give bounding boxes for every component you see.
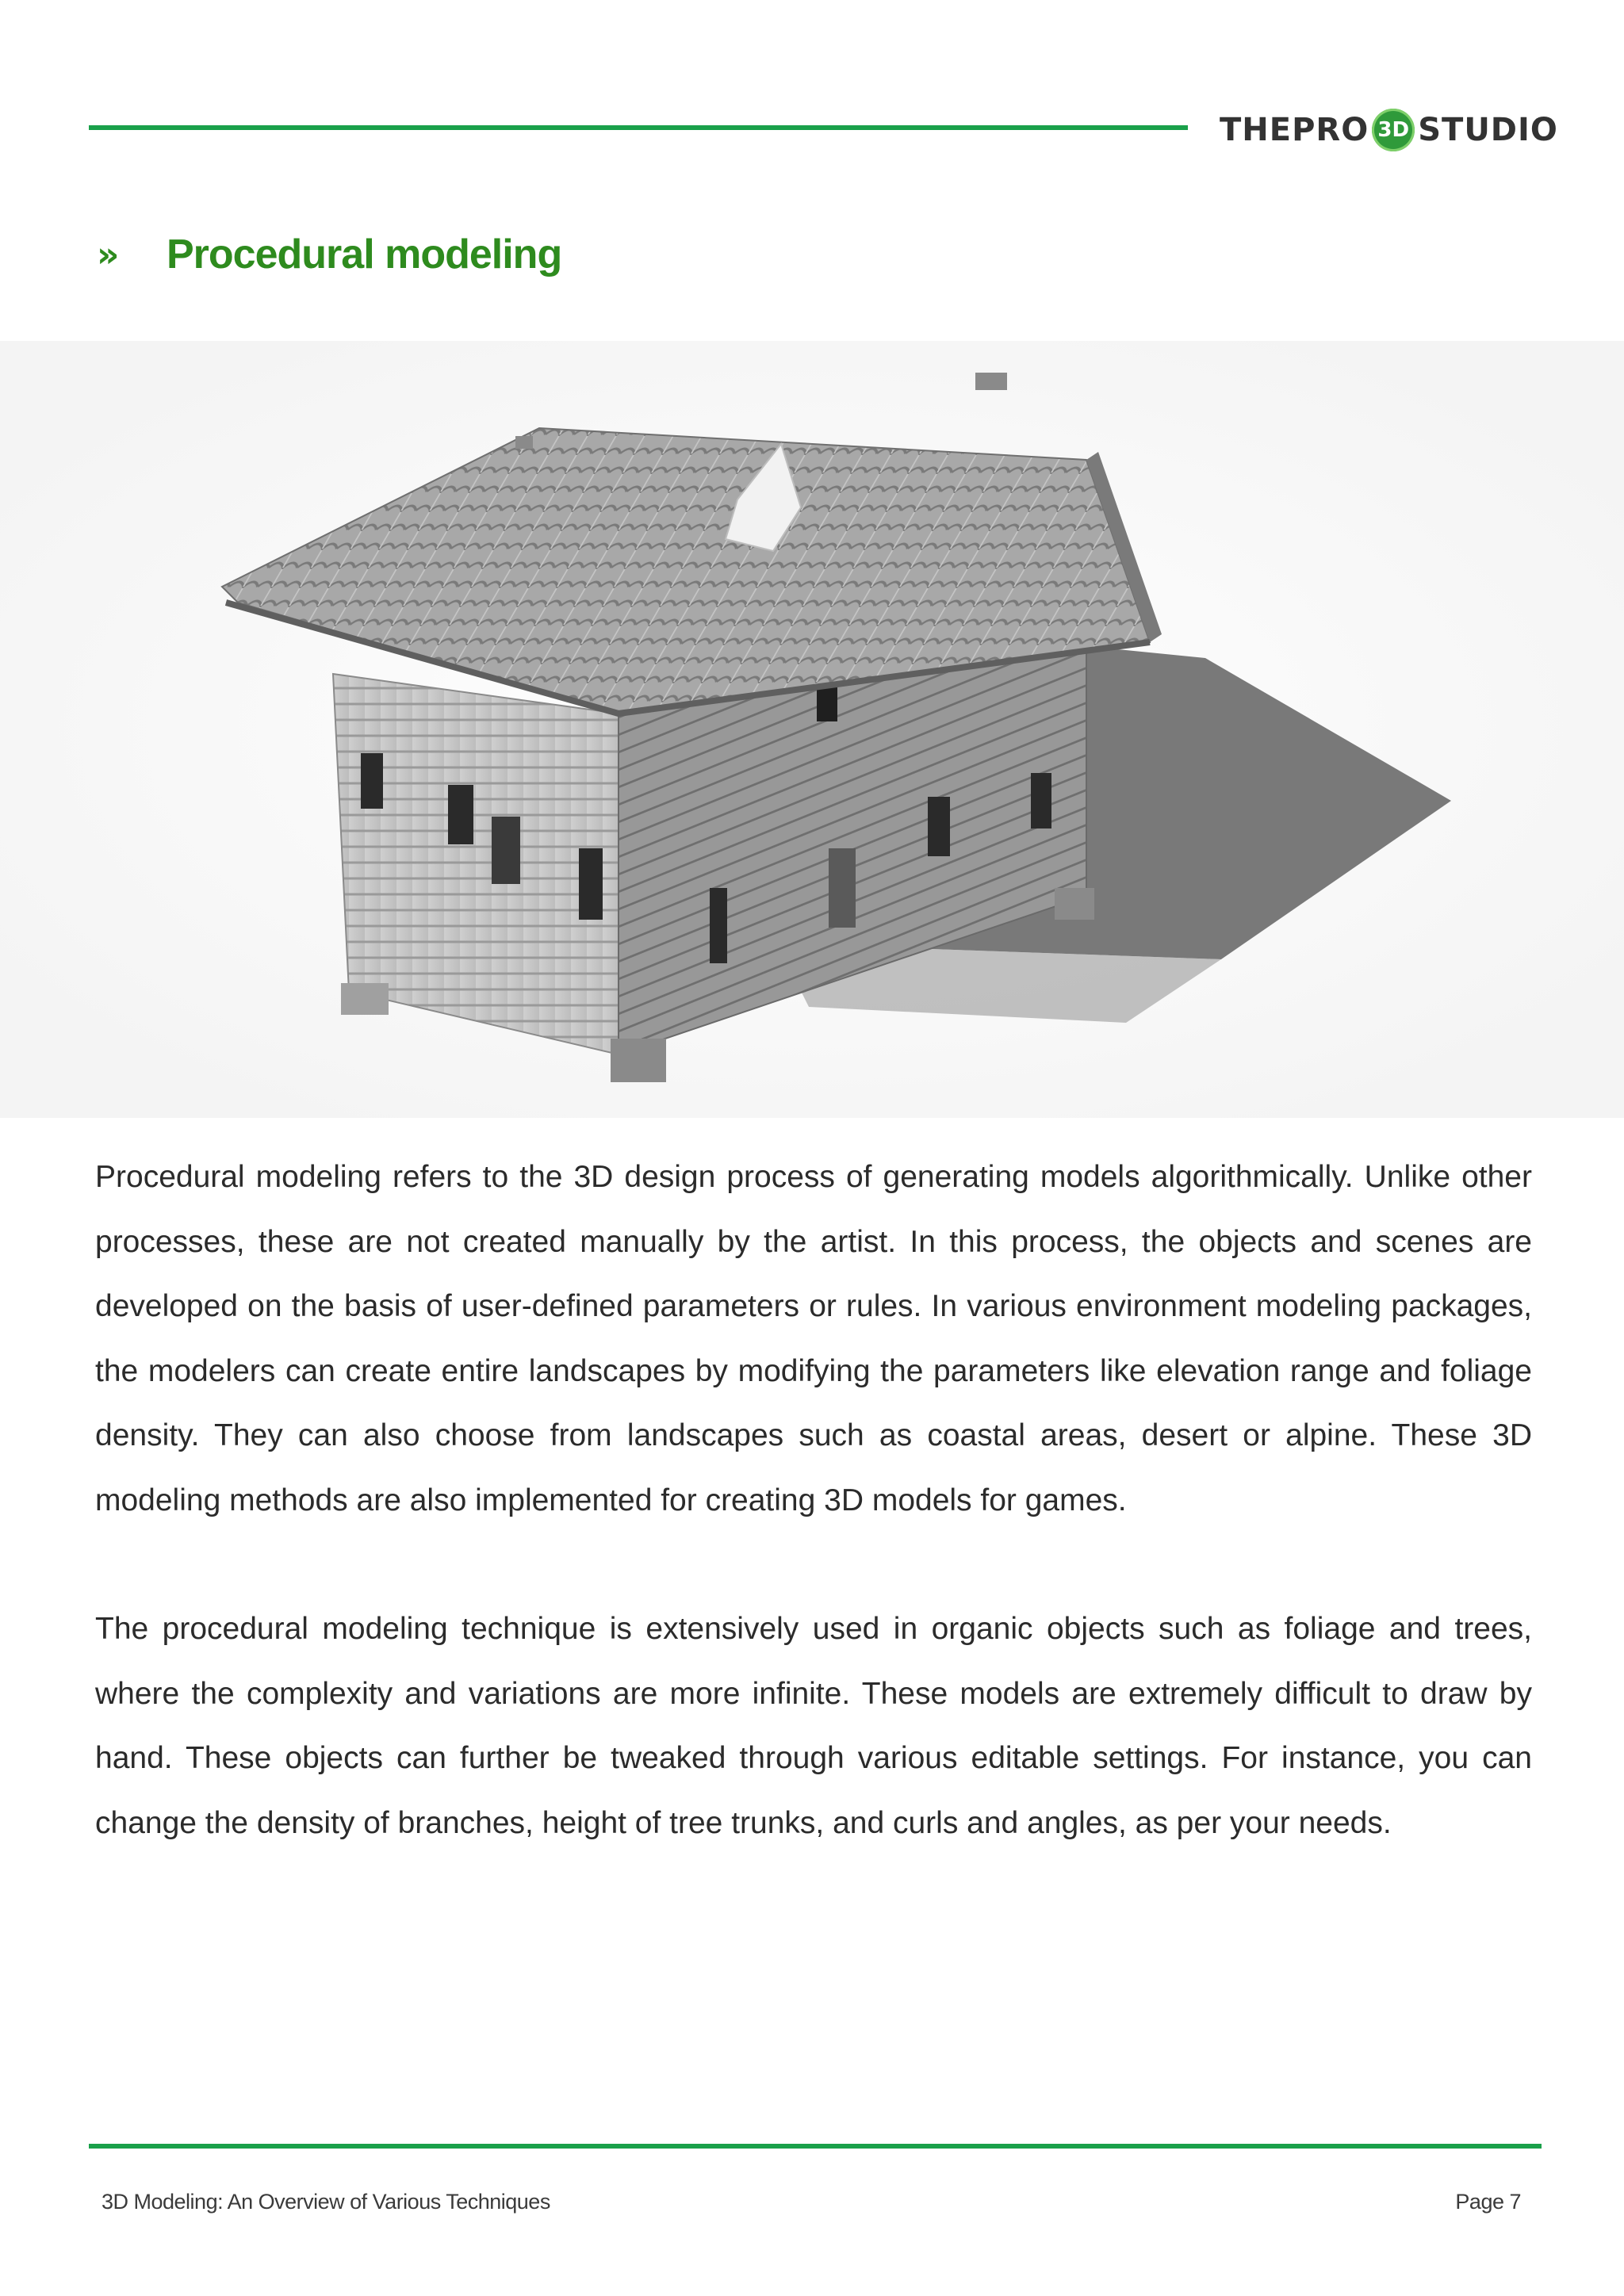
figure-house-render	[0, 341, 1624, 1118]
paragraph: Procedural modeling refers to the 3D design process of generating models algorithmically. Unlike other processes, these are not created manually by the artist. In this process, the objects and scenes are developed on the basis of user-defined parameters or rules. In various environment modeling packages, the modelers can create entire landscapes by modifying the parameters like elevation range and foliage density. They can also choose from landscapes such as coastal areas, desert or alpine. These 3D modeling methods are also implemented for creating 3D models for games.	[95, 1160, 1532, 1517]
section-heading	[97, 227, 561, 282]
logo-text-right: STUDIO	[1418, 112, 1558, 148]
body-text	[95, 1145, 1532, 1855]
brand-logo	[1220, 108, 1558, 152]
header-rule	[89, 125, 1188, 130]
footer-document-title: 3D Modeling: An Overview of Various Techniques	[102, 2190, 550, 2214]
paragraph: The procedural modeling technique is extensively used in organic objects such as foliage and trees, where the complexity and variations are more infinite. These models are extremely difficult to draw by hand. These objects can further be tweaked through various editable settings. For instance, you can change the density of branches, height of tree trunks, and curls and angles, as per your needs.	[95, 1612, 1532, 1840]
footer-rule	[89, 2144, 1542, 2149]
house-3d-render-icon	[0, 341, 1624, 1118]
logo-text-left: THEPRO	[1220, 112, 1369, 148]
section-title: Procedural modeling	[167, 232, 562, 277]
double-chevron-icon: »	[97, 234, 120, 275]
logo-badge: 3D	[1372, 109, 1415, 151]
footer-page-number: Page 7	[1455, 2190, 1521, 2214]
